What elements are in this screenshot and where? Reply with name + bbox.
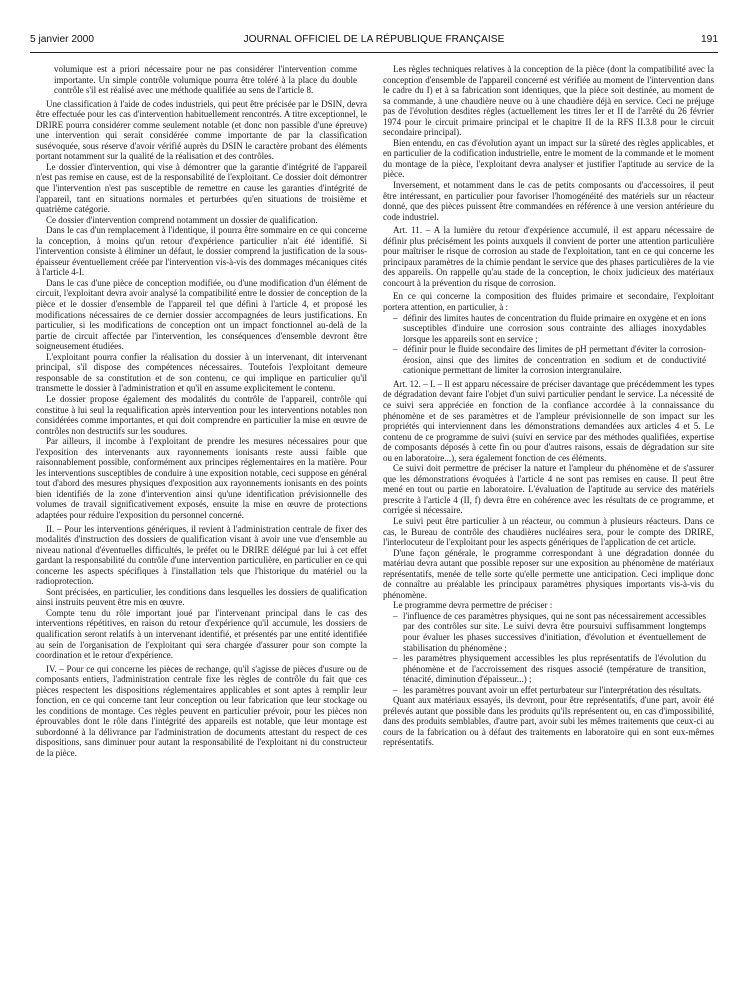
dash-bullet: – xyxy=(393,610,398,621)
paragraph: Dans le cas d'une pièce de conception modifiée, ou d'une modification d'un élément de circuit, l'exploitant devra avoir analysé la compatibilité entre le dossier de conception de la pièce et le dossier d'ensemble de l'appareil tel que défini à l'article 4, et proposé les modifications nécessaires de ce dernier dossier accompagnées de leurs justifications. En particulier, si les modifications de conception ont un impact fonctionnel au-delà de la partie de circuit affectée par l'intervention, les conséquences d'ensemble devront être soigneusement étudiées. xyxy=(36,277,367,352)
paragraph: Le suivi peut être particulier à un réacteur, ou commun à plusieurs réacteurs. Dans ce cas, le Bureau de contrôle des chaudières nucléaires sera, pour le compte des DRIRE, l'interlocuteur de l'exploitant pour les aspects génériques de l'application de cet article. xyxy=(383,515,714,548)
list-item xyxy=(383,344,706,376)
dash-bullet: – xyxy=(393,344,398,355)
paragraph: Ce dossier d'intervention comprend notamment un dossier de qualification. xyxy=(46,214,318,225)
right-column xyxy=(383,64,714,748)
paragraph: Inversement, et notamment dans le cas de petits composants ou d'accessoires, il peut être intéressant, en particulier pour favoriser l'homogénéité des matériels sur un réacteur donné, que des pièces puissent être commandées en référence à une version antérieure du code industriel. xyxy=(383,180,714,222)
right-section-a xyxy=(383,64,714,313)
paragraph: Art. 12. – I. – Il est apparu nécessaire de préciser davantage que précédemment les types de dégradation devant faire l'objet d'un suivi particulier pendant le service. La nécessité de ce suivi sera appréciée en fonction de la confiance accordée à la connaissance du phénomène et de ses paramètres et de l'ampleur prévisionnelle de son impact sur les propriétés qui interviennent dans les démonstrations demandées aux articles 4 et 5. Le contenu de ce programme de suivi (suivi en service par des méthodes qualifiées, expertise de composants déposés à cette fin ou pour d'autres raisons, essais de dégradation sur site ou en laboratoire...), sera également fonction de ces éléments. xyxy=(383,378,714,463)
list-item xyxy=(383,313,706,345)
list-item-text: les paramètres pouvant avoir un effet perturbateur sur l'interprétation des résultats. xyxy=(403,684,702,695)
paragraph: L'exploitant pourra confier la réalisation du dossier à un intervenant, dit intervenant principal, s'il dispose des compétences nécessaires. Toutefois l'exploitant demeure responsable de sa constitution et de son contenu, ce qui implique en particulier qu'il transmette le dossier à l'administration et qu'il en assume explicitement le contenu. xyxy=(36,351,367,394)
paragraph: Art. 11. – A la lumière du retour d'expérience accumulé, il est apparu nécessaire de définir plus précisément les points auxquels il convient de porter une attention particulière pour maîtriser le risque de corrosion au stade de l'exploitation, tant en ce qui concerne les principaux paramètres de la chimie pendant le service que des phases particulières de la vie des appareils. On rappelle qu'au stade de la conception, le choix judicieux des matériaux concourt à la prévention du risque de corrosion. xyxy=(383,225,714,288)
programme-requirements-list xyxy=(383,611,714,695)
paragraph: II. – Pour les interventions génériques, il revient à l'administration centrale de fixer des modalités d'instruction des dossiers de qualification visant à avoir une vue d'ensemble au niveau national d'éventuelles difficultés, le préfet ou le DRIRE délégué par lui à cet effet gardant la responsabilité du contrôle d'une intervention particulière, en particulier en ce qui concerne les aspects spécifiques à l'installation tels que l'historique du matériel ou la radioprotection. xyxy=(36,523,367,587)
paragraph: Dans le cas d'un remplacement à l'identique, il pourra être sommaire en ce qui concerne la conception, à moins qu'un retour d'expérience particulier n'ait été identifié. Si l'intervention consiste à éliminer un défaut, le dossier comprend la justification de la sous-épaisseur éventuellement créée par l'intervention vis-à-vis des dommages mécaniques cités à l'article 4-I. xyxy=(36,225,367,278)
header-rule xyxy=(30,52,718,53)
list-item xyxy=(383,611,706,653)
paragraph: Le dossier propose également des modalités du contrôle de l'appareil, contrôle qui constitue à lui seul la requalification après intervention pour les interventions notables non considérées comme importantes, et qui doit comprendre en particulier la mise en œuvre de contrôles non destructifs sur les soudures. xyxy=(36,393,367,436)
header-date: 5 janvier 2000 xyxy=(30,34,95,45)
paragraph: Le programme devra permettre de préciser : xyxy=(393,600,553,611)
list-item-text: les paramètres physiquement accessibles les plus représentatifs de l'évolution du phénomène et de l'accroissement des risques associé (température de transition, ténacité, diminution d'épaisseur...) ; xyxy=(403,653,706,685)
header-journal-title: JOURNAL OFFICIEL DE LA RÉPUBLIQUE FRANÇAISE xyxy=(243,34,505,45)
right-section-b xyxy=(383,379,714,611)
paragraph: Le dossier d'intervention, qui vise à démontrer que la garantie d'intégrité de l'appareil n'est pas remise en cause, est de la responsabilité de l'exploitant. Ce dossier doit démontrer que l'intervention n'est pas susceptible de remettre en cause les garanties d'intégrité de l'appareil, tant en situations normales et perturbées qu'en situations de troisième et quatrième catégorie. xyxy=(36,161,367,215)
paragraph: Les règles techniques relatives à la conception de la pièce (dont la compatibilité avec la conception d'ensemble de l'appareil concerné est vérifiée au moment de l'intervention dans le cadre du I) et à sa fabrication sont identiques, que la pièce soit destinée, au moment de sa commande, à une chaudière neuve ou à une chaudière déjà en service. Ceci ne préjuge pas de l'évolution desdites règles (actuellement les titres Ier et II de l'arrêté du 26 février 1974 pour le circuit primaire principal et le chapitre II de la RFS II.3.8 pour le circuit secondaire principal). xyxy=(383,64,714,138)
fluid-requirements-list xyxy=(383,313,714,376)
list-item-text: définir pour le fluide secondaire des limites de pH permettant d'éviter la corrosion-érosion, ainsi que des limites de concentration en sodium et de conductivité cationique permettant de limiter la corrosion intergranulaire. xyxy=(403,344,706,376)
paragraph: D'une façon générale, le programme correspondant à une dégradation donnée du matériau devra autant que possible reposer sur une exposition au phénomène de matériaux représentatifs, menée de telle sorte qu'elle permette une anticipation. Ceci implique donc de connaître au préalable les principaux paramètres physiques importants vis-à-vis du phénomène. xyxy=(383,547,714,600)
dash-bullet: – xyxy=(393,312,398,323)
paragraph: IV. – Pour ce qui concerne les pièces de rechange, qu'il s'agisse de pièces d'usure ou de composants entiers, l'administration centrale fixe les règles de contrôle du fait que ces pièces respectent les dispositions réglementaires applicables et sont aptes à remplir leur fonction, en ce qui concerne tant leur conception ou leur fabrication que leur stockage ou les conditions de montage. Ces règles peuvent en particulier prévoir, pour les pièces non éprouvables dont le rôle dans l'intégrité des appareils est notable, que leur montage est subordonné à la délivrance par l'administration de documents attestant du respect de ces dispositions, sans diminuer pour autant la responsabilité de l'exploitant ni du constructeur de la pièce. xyxy=(36,663,367,758)
left-column xyxy=(36,64,367,759)
paragraph: Une classification à l'aide de codes industriels, qui peut être précisée par le DSIN, devra être effectuée pour les cas d'intervention habituellement rencontrés. A titre exceptionnel, le DRIRE pourra considérer comme seulement notable (et donc non passible d'une épreuve) une intervention qui serait considérée comme importante de par la classification susévoquée, sous réserve d'avoir vérifié auprès du DSIN le caractère probant des éléments portant notamment sur la qualité de la réalisation et des contrôles. xyxy=(36,98,367,162)
right-section-c xyxy=(383,695,714,748)
paragraph: Quant aux matériaux essayés, ils devront, pour être représentatifs, d'une part, avoir été prélevés autant que possible dans les produits qu'ils représentent ou, en cas d'impossibilité, dans des produits semblables, d'autre part, avoir subi les mêmes traitements que ceux-ci au cours de la fabrication ou à défaut des traitements en laboratoire qui en sont eux-mêmes représentatifs. xyxy=(383,695,714,748)
list-item xyxy=(383,685,706,696)
dash-bullet: – xyxy=(393,684,398,695)
paragraph: En ce qui concerne la composition des fluides primaire et secondaire, l'exploitant portera attention, en particulier, à : xyxy=(383,291,714,313)
paragraph: Compte tenu du rôle important joué par l'intervenant principal dans le cas des interventions répétitives, en raison du retour d'expérience qu'il accumule, les dossiers de qualification seront relatifs à un intervenant identifié, et présentés par une entité identifiée au sein de l'organisation de l'exploitant qui sera chargée d'assurer pour son compte la coordination et le retour d'expérience. xyxy=(36,607,367,661)
header-page-number: 191 xyxy=(701,34,718,45)
list-item-text: définir des limites hautes de concentration du fluide primaire en oxygène et en ions susceptibles d'induire une corrosion sous contrainte des alliages inoxydables lorsque les appareils sont en service ; xyxy=(403,312,706,344)
list-item-text: l'influence de ces paramètres physiques, qui ne sont pas nécessairement accessibles par des contrôles sur site. Le suivi devra être poursuivi suffisamment longtemps pour évaluer les phases successives d'initiation, d'évolution et éventuellement de stabilisation du phénomène ; xyxy=(403,610,706,653)
paragraph: volumique est a priori nécessaire pour ne pas considérer l'intervention comme importante. Un simple contrôle volumique pourra être toléré à la place du double contrôle s'il est réalisé avec une méthode qualifiée au sens de l'article 8. xyxy=(54,64,357,96)
list-item xyxy=(383,653,706,685)
dash-bullet: – xyxy=(393,653,398,664)
paragraph: Ce suivi doit permettre de préciser la nature et l'ampleur du phénomène et de s'assurer que les démonstrations évoquées à l'article 4 ne sont pas remises en cause. Il peut être mené en tout ou partie en laboratoire. L'évaluation de l'aptitude au service des matériels prescrite à l'article 4 (II, f) devra être en cohérence avec les résultats de ce programme, et corrigée si nécessaire. xyxy=(383,463,714,516)
paragraph: Bien entendu, en cas d'évolution ayant un impact sur la sûreté des règles applicables, et en particulier de la codification industrielle, entre le moment de la commande et le moment du montage de la pièce, l'exploitant devra analyser et justifier l'aptitude au service de la pièce. xyxy=(383,137,714,180)
page-header xyxy=(30,34,718,52)
paragraph: Sont précisées, en particulier, les conditions dans lesquelles les dossiers de qualification ainsi instruits peuvent être mis en œuvre. xyxy=(36,586,367,608)
paragraph: Par ailleurs, il incombe à l'exploitant de prendre les mesures nécessaires pour que l'exposition des intervenants aux rayonnements ionisants reste aussi faible que raisonnablement possible, conformément aux principes réglementaires en la matière. Pour les interventions susceptibles de conduire à une exposition notable, ceci suppose en général tout d'abord des mesures physiques d'exposition aux rayonnements ionisants en des points bien identifiés de la zone d'intervention ainsi qu'une identification prévisionnelle des volumes de travail significativement exposés, ensuite la mise en œuvre de protections adaptées pour réduire l'exposition du personnel concerné. xyxy=(36,436,367,520)
